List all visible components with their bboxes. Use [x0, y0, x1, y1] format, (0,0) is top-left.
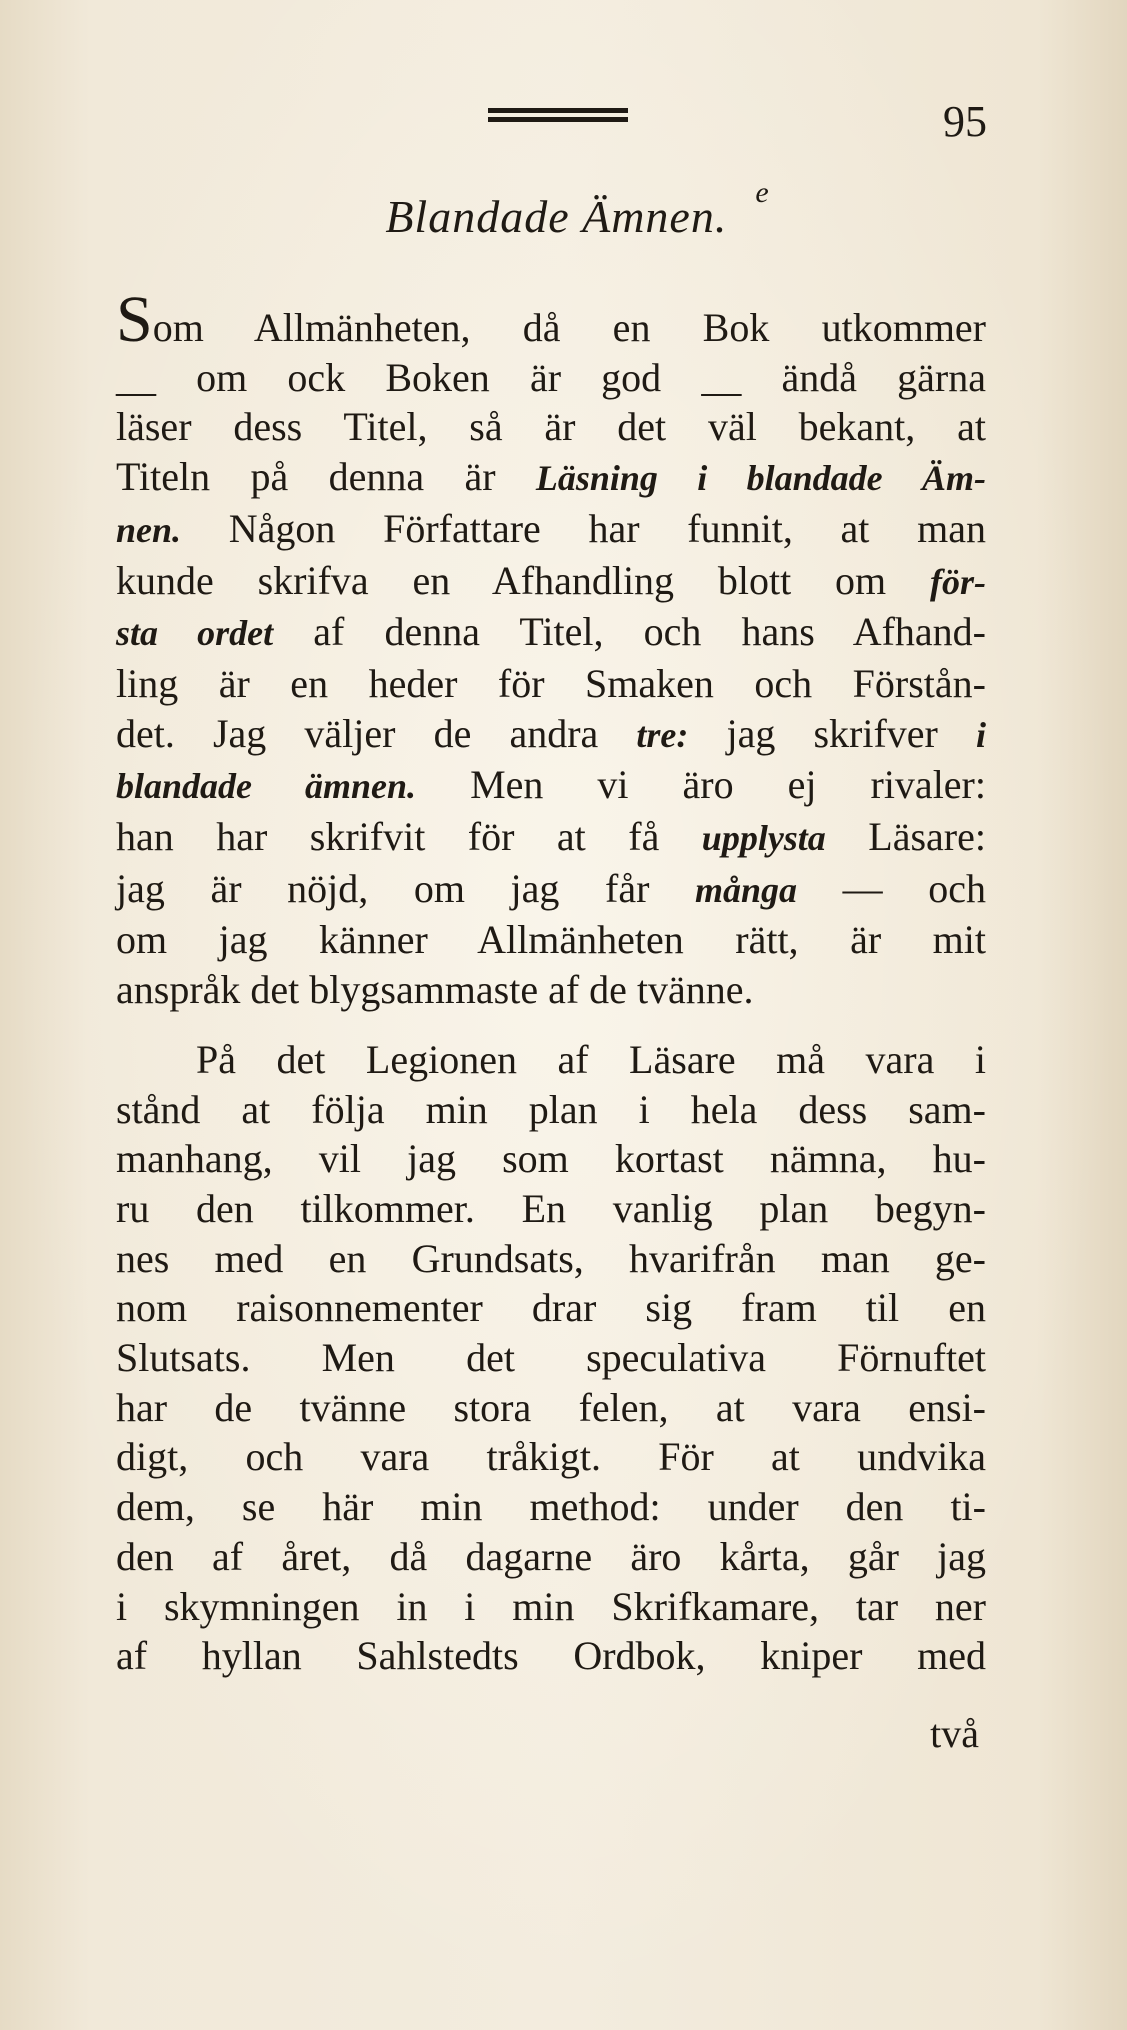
text-line: blandade ämnen. Men vi äro ej rivaler: [116, 762, 986, 808]
text-line: ling är en heder för Smaken och Förstån- [116, 660, 986, 706]
body-text [116, 283, 986, 1681]
text-line: den af året, då dagarne äro kårta, går jag [116, 1533, 986, 1579]
italic-phrase: sta ordet [116, 613, 274, 654]
text-line: nen. Någon Författare har funnit, at man [116, 505, 986, 551]
text-line: sta ordet af denna Titel, och hans Afhand- [116, 609, 986, 655]
title-diacritic-mark: e [755, 176, 770, 209]
text-line: Som Allmänheten, då en Bok utkommer [116, 283, 986, 356]
text-line: det. Jag väljer de andra tre: jag skrifver i [116, 710, 986, 756]
italic-phrase: upplysta [701, 818, 826, 859]
text-line: På det Legionen af Läsare må vara i [196, 1036, 986, 1082]
text-line: Titeln på denna är Läsning i blandade Äm- [116, 454, 986, 500]
text-line: läser dess Titel, så är det väl bekant, at [116, 404, 986, 450]
catchword: två [930, 1711, 979, 1756]
italic-phrase: för- [930, 561, 986, 602]
text-line: om jag känner Allmänheten rätt, är mit [116, 917, 986, 963]
text-line: nom raisonnementer drar sig fram til en [116, 1285, 986, 1331]
italic-phrase: nen. [116, 509, 182, 550]
drop-cap: S [116, 283, 153, 356]
text-line: nes med en Grundsats, hvarifrån man ge- [116, 1235, 986, 1281]
text-line: dem, se här min method: under den ti- [116, 1484, 986, 1530]
italic-phrase: tre: [636, 714, 689, 755]
section-title [0, 176, 1127, 243]
italic-phrase: blandade ämnen. [116, 766, 417, 807]
italic-phrase: många [695, 869, 798, 910]
text-line: har de tvänne stora felen, at vara ensi- [116, 1384, 986, 1430]
text-line: ru den tilkommer. En vanlig plan begyn- [116, 1185, 986, 1231]
page-number: 95 [943, 97, 987, 146]
text-line: __ om ock Boken är god __ ändå gärna [116, 354, 986, 400]
text-line: Slutsats. Men det speculativa Förnuftet [116, 1335, 986, 1381]
text-line: af hyllan Sahlstedts Ordbok, kniper med [116, 1633, 986, 1679]
italic-phrase: i [975, 714, 986, 755]
italic-phrase: Läsning i blandade Äm- [535, 458, 986, 499]
section-title-text: Blandade Ämnen. [385, 191, 728, 242]
text-line: digt, och vara tråkigt. För at undvika [116, 1434, 986, 1480]
header-double-rule [488, 108, 628, 124]
text-line: i skymningen in i min Skrifkamare, tar ner [116, 1583, 986, 1629]
text-line: manhang, vil jag som kortast nämna, hu- [116, 1136, 986, 1182]
text-line: jag är nöjd, om jag får många — och [116, 865, 986, 911]
text-line: anspråk det blygsammaste af de tvänne. [116, 967, 754, 1013]
text-line: kunde skrifva en Afhandling blott om för- [116, 557, 986, 603]
text-line: han har skrifvit för at få upplysta Läsare: [116, 814, 986, 860]
text-line: stånd at följa min plan i hela dess sam- [116, 1086, 986, 1132]
